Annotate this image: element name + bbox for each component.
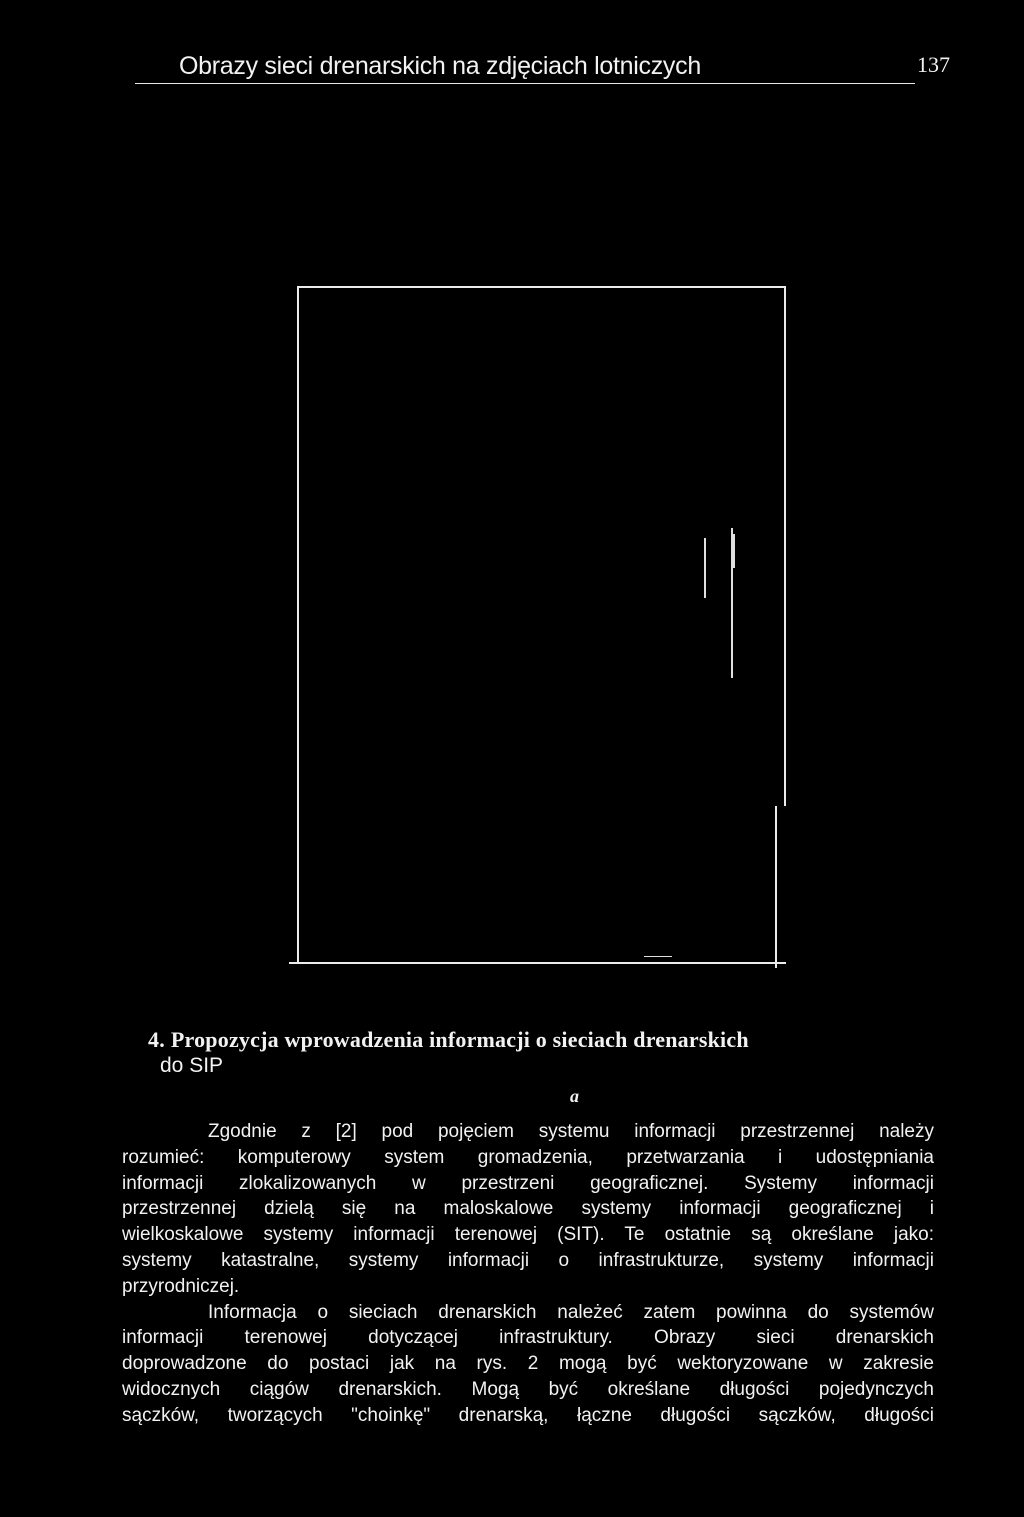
figure-border-right <box>784 286 786 806</box>
running-header <box>135 48 950 90</box>
text-line: przyrodniczej. <box>122 1275 240 1297</box>
text-line: systemy katastralne, systemy informacji o infrastrukturze, systemy informacji <box>122 1249 934 1271</box>
text-line: widocznych ciągów drenarskich. Mogą być określane długości pojedynczych <box>122 1378 934 1400</box>
figure-line-mark <box>644 956 672 957</box>
text-line: doprowadzone do postaci jak na rys. 2 mogą być wektoryzowane w zakresie <box>122 1353 934 1375</box>
text-line: Informacja o sieciach drenarskich należeć zatem powinna do systemów <box>208 1301 934 1323</box>
text-line: informacji zlokalizowanych w przestrzeni geograficznej. Systemy informacji <box>122 1172 934 1194</box>
section-heading-text: Propozycja wprowadzenia informacji o sieciach drenarskich <box>170 1027 749 1052</box>
running-header-title: Obrazy sieci drenarskich na zdjęciach lotniczych <box>179 52 701 80</box>
figure-border-top <box>297 286 786 288</box>
figure-border-left <box>297 286 299 964</box>
figure-line-mark <box>704 538 706 598</box>
text-line: wielkoskalowe systemy informacji terenowej (SIT). Te ostatnie są określane jako: <box>122 1224 934 1246</box>
figure-frame <box>289 286 786 972</box>
section-heading <box>148 1026 828 1054</box>
text-line: informacji terenowej dotyczącej infrastruktury. Obrazy sieci drenarskich <box>122 1327 934 1349</box>
text-line: przestrzennej dzielą się na maloskalowe systemy informacji geograficznej i <box>122 1198 934 1220</box>
figure-line-mark <box>733 534 735 568</box>
section-heading-continuation: do SIP <box>160 1054 224 1077</box>
figure-border-bottom <box>289 962 786 964</box>
stray-mark: a <box>570 1086 579 1106</box>
section-number: 4. <box>148 1027 165 1052</box>
text-line: sączków, tworzących "choinkę" drenarską, łączne długości sączków, długości <box>122 1404 934 1426</box>
text-line: Zgodnie z [2] pod pojęciem systemu informacji przestrzennej należy <box>208 1121 934 1142</box>
page-number: 137 <box>917 52 950 77</box>
text-line: rozumieć: komputerowy system gromadzenia, przetwarzania i udostępniania <box>122 1146 934 1168</box>
header-rule <box>135 83 915 84</box>
figure-border-right-lower <box>775 806 777 968</box>
body-text <box>122 1119 934 1429</box>
